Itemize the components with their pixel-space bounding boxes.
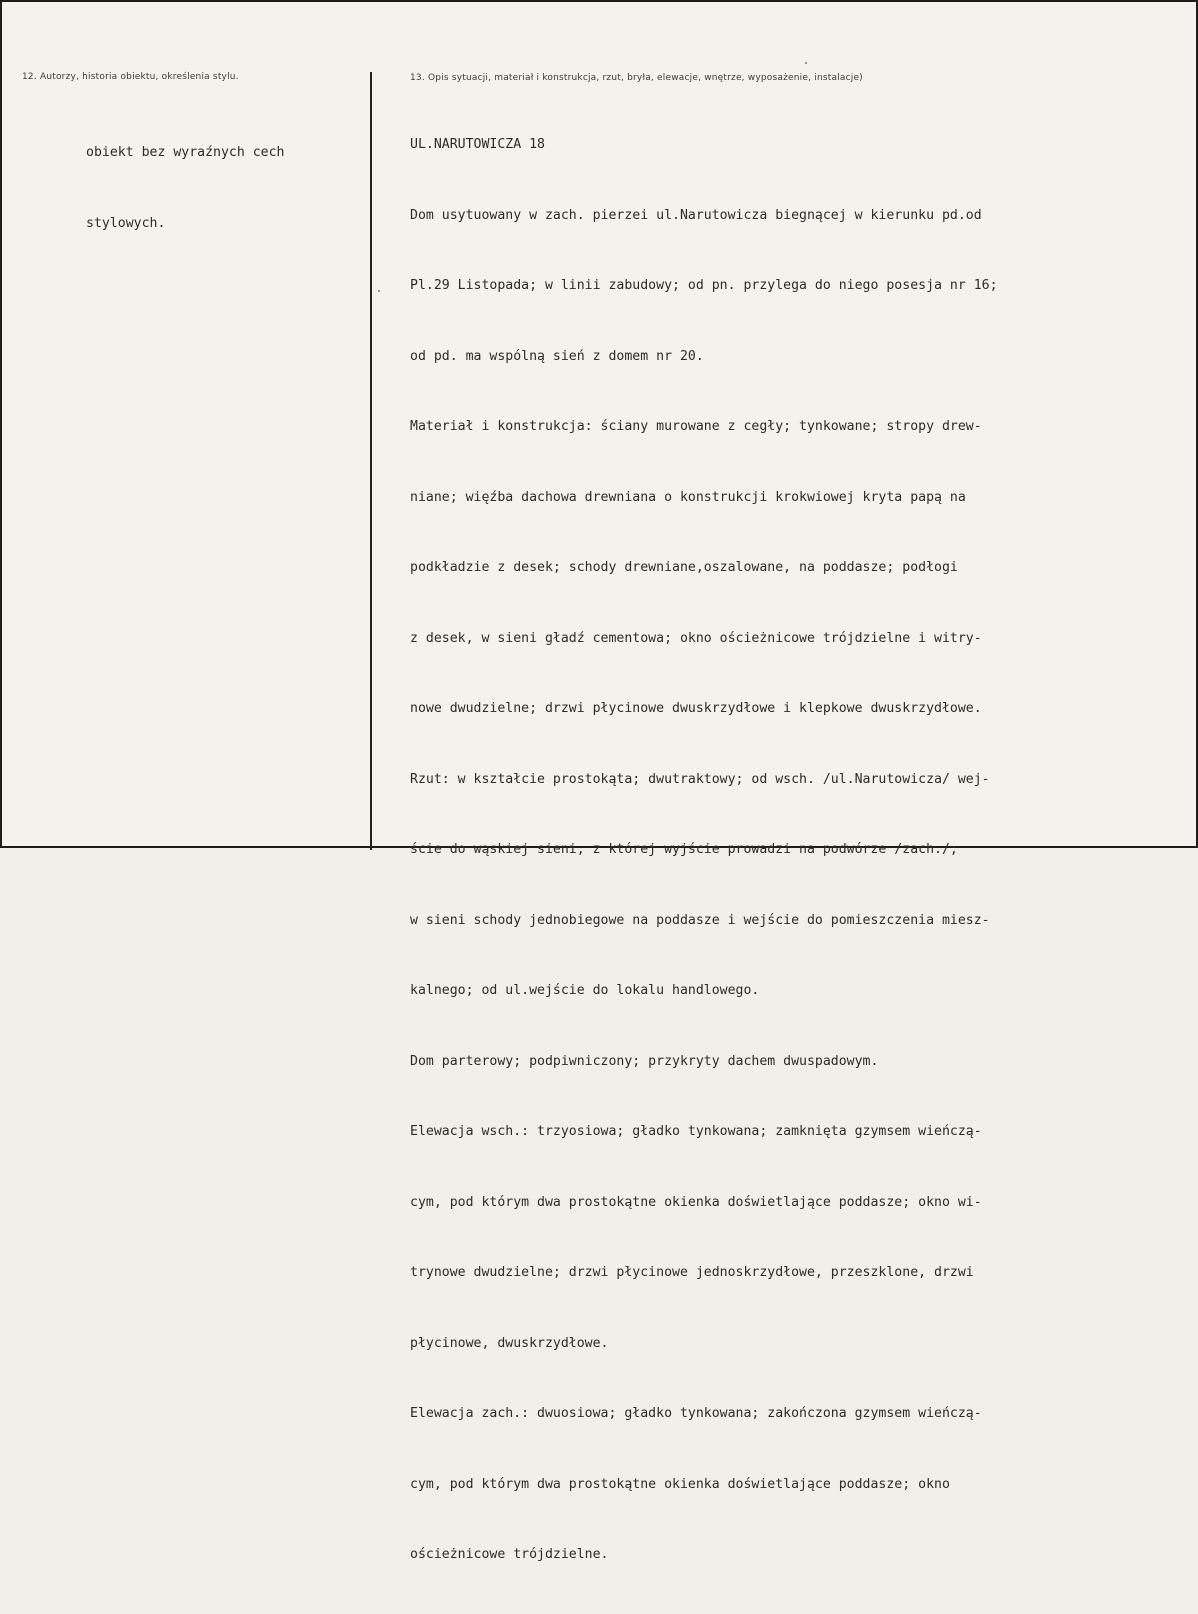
paper-speck	[805, 62, 807, 64]
column-divider	[370, 72, 372, 850]
text-line: niane; więźba dachowa drewniana o konstrukcji krokwiowej kryta papą na	[410, 489, 966, 505]
text-line: nowe dwudzielne; drzwi płycinowe dwuskrzydłowe i klepkowe dwuskrzydłowe.	[410, 701, 982, 716]
text-line: trynowe dwudzielne; drzwi płycinowe jednoskrzydłowe, przeszklone, drzwi	[410, 1265, 974, 1280]
text-line: kalnego; od ul.wejście do lokalu handlowego.	[410, 983, 760, 998]
text-line: Pl.29 Listopada; w linii zabudowy; od pn. przylega do niego posesja nr 16;	[410, 278, 998, 293]
text-line: stylowych.	[86, 215, 166, 231]
text-line: cym, pod którym dwa prostokątne okienka doświetlające poddasze; okno	[410, 1476, 950, 1492]
paper-speck	[378, 290, 380, 292]
text-line: Dom usytuowany w zach. pierzei ul.Narutowicza biegnącej w kierunku pd.od	[410, 207, 982, 223]
text-line: cym, pod którym dwa prostokątne okienka doświetlające poddasze; okno wi-	[410, 1194, 982, 1210]
text-line: w sieni schody jednobiegowe na poddasze i wejście do pomieszczenia miesz-	[410, 912, 990, 928]
address-heading: UL.NARUTOWICZA 18	[410, 137, 545, 152]
section-13-caption: 13. Opis sytuacji, materiał i konstrukcja, rzut, bryła, elewacje, wnętrze, wyposażenie, instalacje)	[410, 73, 863, 83]
text-line: obiekt bez wyraźnych cech	[86, 145, 285, 160]
text-line: Rzut: w kształcie prostokąta; dwutraktowy; od wsch. /ul.Narutowicza/ wej-	[410, 771, 990, 787]
text-line: od pd. ma wspólną sień z domem nr 20.	[410, 348, 704, 364]
text-line: ście do wąskiej sieni, z której wyjście prowadzi na podwórze /zach./;	[410, 842, 958, 857]
section-12-caption: 12. Autorzy, historia obiektu, określenia stylu.	[22, 72, 239, 82]
text-line: Elewacja wsch.: trzyosiowa; gładko tynkowana; zamknięta gzymsem wieńczą-	[410, 1124, 982, 1139]
object-description	[410, 86, 998, 1614]
style-description	[86, 94, 285, 282]
text-line: podkładzie z desek; schody drewniane,oszalowane, na poddasze; podłogi	[410, 560, 958, 575]
text-line: Dom parterowy; podpiwniczony; przykryty dachem dwuspadowym.	[410, 1053, 879, 1069]
text-line: Elewacja zach.: dwuosiowa; gładko tynkowana; zakończona gzymsem wieńczą-	[410, 1406, 982, 1421]
text-line: z desek, w sieni gładź cementowa; okno ościeżnicowe trójdzielne i witry-	[410, 630, 982, 646]
text-line: Materiał i konstrukcja: ściany murowane z cegły; tynkowane; stropy drew-	[410, 419, 982, 434]
text-line: płycinowe, dwuskrzydłowe.	[410, 1335, 609, 1351]
text-line: ościeżnicowe trójdzielne.	[410, 1547, 609, 1562]
